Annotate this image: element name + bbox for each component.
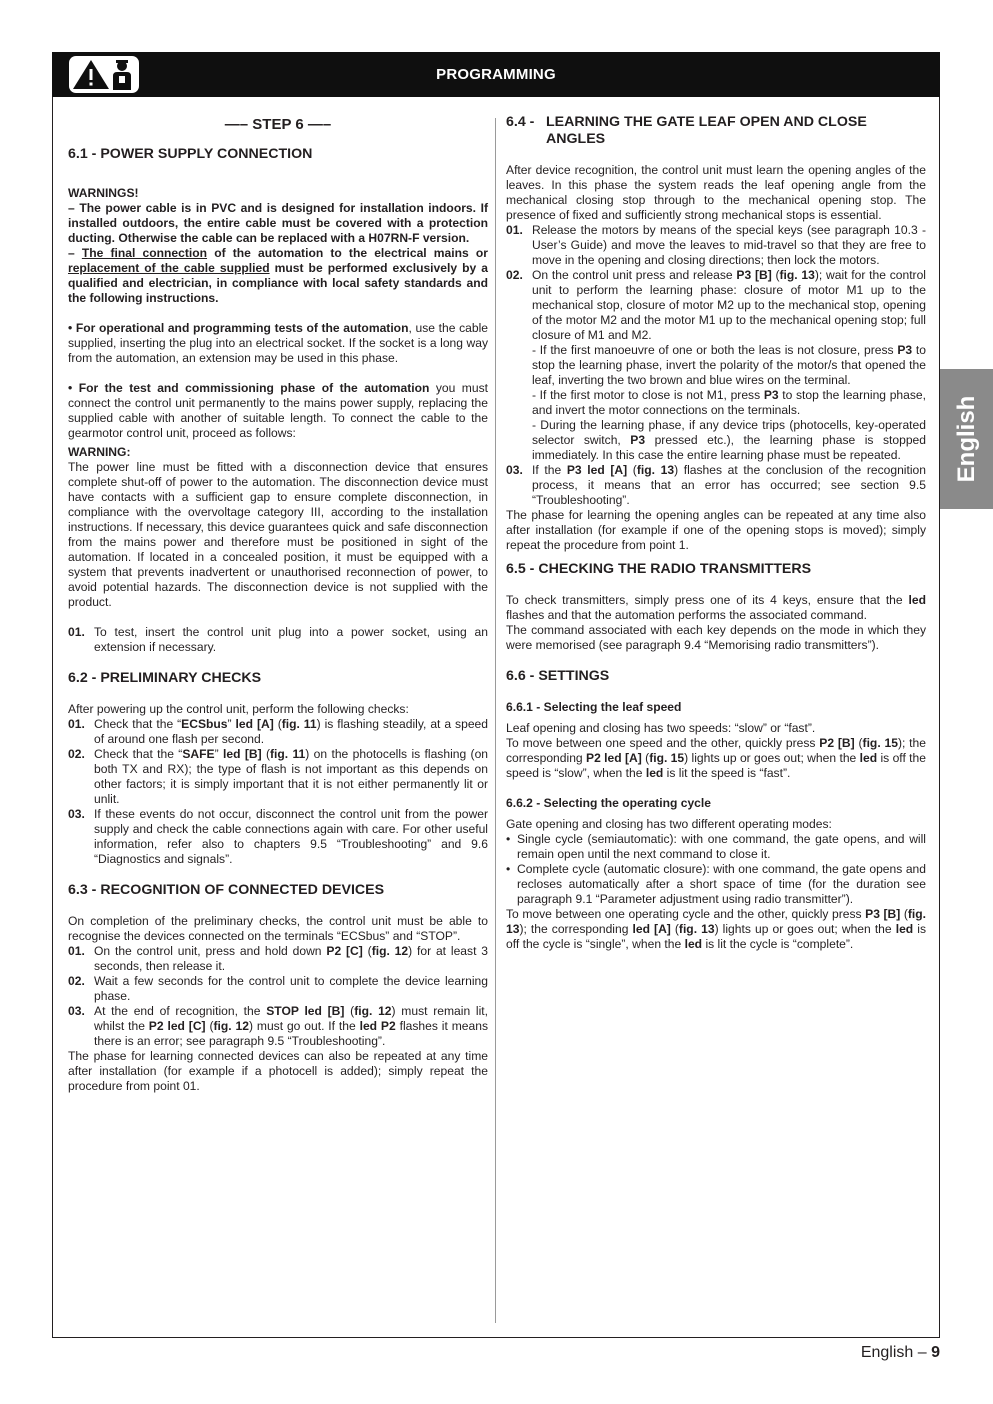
- s662-bullets: [506, 832, 926, 907]
- list-item: • Single cycle (semiautomatic): with one command, the gate opens, and will remain open until the next command to close it.: [506, 832, 926, 861]
- section-6-2-title: 6.2 - PRELIMINARY CHECKS: [68, 670, 262, 686]
- s64-list: [506, 223, 926, 508]
- s64-intro: After device recognition, the control unit must learn the opening angles of the leaves. In this phase the system reads the leaf opening angle from the mechanical closing stop through to the mechanical opening stop. The presence of fixed and sufficiently strong mechanical stops is essential.: [506, 163, 926, 222]
- list-item: 01. Release the motors by means of the special keys (see paragraph 10.3 - User’s Guide) and move the leaves to mid-travel so that they are free to move in the opening and closing directions; then lock the motors.: [506, 223, 926, 267]
- page-footer: English – 9: [860, 1344, 940, 1361]
- s63-list: [68, 944, 488, 1049]
- s65-para-1: To check transmitters, simply press one of its 4 keys, ensure that the led flashes and that the automation performs the associated command.: [506, 593, 926, 622]
- warnings-label: WARNINGS!: [68, 186, 139, 200]
- s62-intro: After powering up the control unit, perform the following checks:: [68, 702, 409, 716]
- section-6-6-title: 6.6 - SETTINGS: [506, 668, 610, 684]
- section-header: [52, 52, 940, 97]
- list-item: 02. Check that the “SAFE” led [B] (fig. 11) on the photocells is flashing (on both TX and RX); the type of flash is not important as this depends on other factors; it is simply important that it is not either permanently lit or unlit.: [68, 747, 489, 806]
- left-column: [68, 114, 488, 1094]
- s65-para-2: The command associated with each key depends on the mode in which they were memorised (see paragraph 9.4 “Memorising radio transmitters”).: [506, 623, 926, 652]
- list-item: 03. If these events do not occur, disconnect the control unit from the power supply and check the cable connections again with care. For other useful information, refer also to chapters 9.5 “Troubleshooting” and 9.6 “Diagnostics and signals”.: [68, 807, 488, 866]
- section-6-4-title: 6.4 - LEARNING THE GATE LEAF OPEN AND CLOSE ANGLES: [506, 114, 867, 147]
- s63-outro: The phase for learning connected devices can also be repeated at any time after installation (for example if a photocell is added); simply repeat the procedure from point 01.: [68, 1049, 488, 1093]
- list-item: 01. On the control unit, press and hold down P2 [C] (fig. 12) for at least 3 seconds, then release it.: [68, 944, 488, 973]
- list-item: 01. Check that the “ECSbus” led [A] (fig. 11) is flashing steadily, at a speed of around one flash per second.: [68, 717, 488, 746]
- list-item: 03. At the end of recognition, the STOP led [B] (fig. 12) must remain lit, whilst the P2 led [C] (fig. 12) must go out. If the led P2 flashes it means there is an error; see paragraph 9.5 “Troubleshooting”.: [68, 1004, 489, 1048]
- s63-intro: On completion of the preliminary checks, the control unit must be able to recognise the devices connected on the terminals “ECSbus” and “STOP”.: [68, 914, 488, 943]
- s662-para: To move between one operating cycle and the other, quickly press P3 [B] (fig. 13); the corresponding led [A] (fig. 13) lights up or goes out; when the led is off the cycle is “single”, when the led is lit the cycle is “complete”.: [506, 907, 926, 951]
- section-6-1-title: 6.1 - POWER SUPPLY CONNECTION: [68, 146, 313, 162]
- s61-list: [68, 625, 488, 655]
- section-6-6-1-title: 6.6.1 - Selecting the leaf speed: [506, 700, 682, 714]
- list-item: 02. On the control unit press and release P3 [B] (fig. 13); wait for the control unit to perform the learning phase: closure of motor M1 up to the mechanical stop, closure of motor M2 up to the mechanical stop, opening of the motor M2 and the motor M1 up to the mechanical opening stop; full closure of M1 and M2. - If the first manoeuvre of one or both the leas is not closure, press P3 to stop the learning phase, invert the polarity of the motor/s that opened the leaf, inverting the two brown and blue wires on the terminal. - If the first motor to close is not M1, press P3 to stop the learning phase, and invert the motor connections on the terminals. - During the learning phase, if any device trips (photocells, key-operated selector switch, P3 pressed etc.), the learning phase is stopped immediately. In this case the entire learning phase must be repeated.: [506, 268, 927, 462]
- section-6-5-title: 6.5 - CHECKING THE RADIO TRANSMITTERS: [506, 561, 812, 577]
- warning-label: WARNING:: [68, 445, 131, 459]
- warning-2: – The final connection of the automation to the electrical mains or replacement of the cable supplied must be performed exclusively by a qualified and electrician, in compliance with local safety standards and the following instructions.: [68, 246, 488, 305]
- list-item: 01. To test, insert the control unit plug into a power socket, using an extension if necessary.: [68, 625, 488, 654]
- page-title: PROGRAMMING: [436, 66, 556, 83]
- para-commissioning: • For the test and commissioning phase of the automation you must connect the control unit permanently to the mains power supply, replacing the supplied cable with another of suitable length. To connect the cable to the gearmotor control unit, proceed as follows:: [68, 381, 488, 440]
- step-heading: —– STEP 6 —–: [224, 116, 332, 133]
- language-tab: English: [940, 369, 993, 509]
- s62-list: [68, 717, 488, 867]
- list-item: • Complete cycle (automatic closure): with one command, the gate opens and recloses automatically after a short space of time (for the duration see paragraph 9.1 “Parameter adjustment using radio transmitter”).: [506, 862, 926, 906]
- warning-1: – The power cable is in PVC and is designed for installation indoors. If installed outdoors, the entire cable must be covered with a protection ducting. Otherwise the cable can be replaced with a H07RN-F version.: [68, 201, 488, 245]
- s661-para-2: To move between one speed and the other, quickly press P2 [B] (fig. 15); the corresponding P2 led [A] (fig. 15) lights up or goes out; when the led is off the speed is “slow”, when the led is lit the speed is “fast”.: [506, 736, 926, 780]
- page-number: 9: [931, 1344, 940, 1361]
- list-item: 02. Wait a few seconds for the control unit to complete the device learning phase.: [68, 974, 488, 1003]
- dash-left: —–: [224, 116, 253, 133]
- s662-intro: Gate opening and closing has two different operating modes:: [506, 817, 832, 831]
- section-6-3-title: 6.3 - RECOGNITION OF CONNECTED DEVICES: [68, 882, 385, 898]
- para-operational-tests: • For operational and programming tests of the automation, use the cable supplied, inserting the plug into an electrical socket. If the socket is a long way from the automation, an extension may be used in this phase.: [68, 321, 488, 365]
- column-divider: [495, 118, 496, 1323]
- section-6-6-2-title: 6.6.2 - Selecting the operating cycle: [506, 796, 711, 810]
- warning-text: The power line must be fitted with a disconnection device that ensures complete shut-off of power to the automation. The disconnection device must have contacts with a sufficient gap to ensure complete disconnection, in compliance with the overvoltage category III, according to the installation instructions. If necessary, this device guarantees quick and safe disconnection from the mains power and therefore must be positioned in sight of the automation. If located in a concealed position, it must be equipped with a system that prevents inadvertent or unauthorised reconnection of power, to avoid potential hazards. The disconnection device is not supplied with the product.: [68, 460, 488, 609]
- dash-right: —–: [303, 116, 332, 133]
- right-column: [506, 114, 926, 952]
- s661-para-1: Leaf opening and closing has two speeds: “slow” or “fast”.: [506, 721, 816, 735]
- s64-outro: The phase for learning the opening angles can be repeated at any time also after installation (for example if one of the opening stops is moved); simply repeat the procedure from point 1.: [506, 508, 926, 552]
- list-item: 03. If the P3 led [A] (fig. 13) flashes at the conclusion of the recognition process, it means that an error has occurred; see section 9.5 “Troubleshooting”.: [506, 463, 926, 507]
